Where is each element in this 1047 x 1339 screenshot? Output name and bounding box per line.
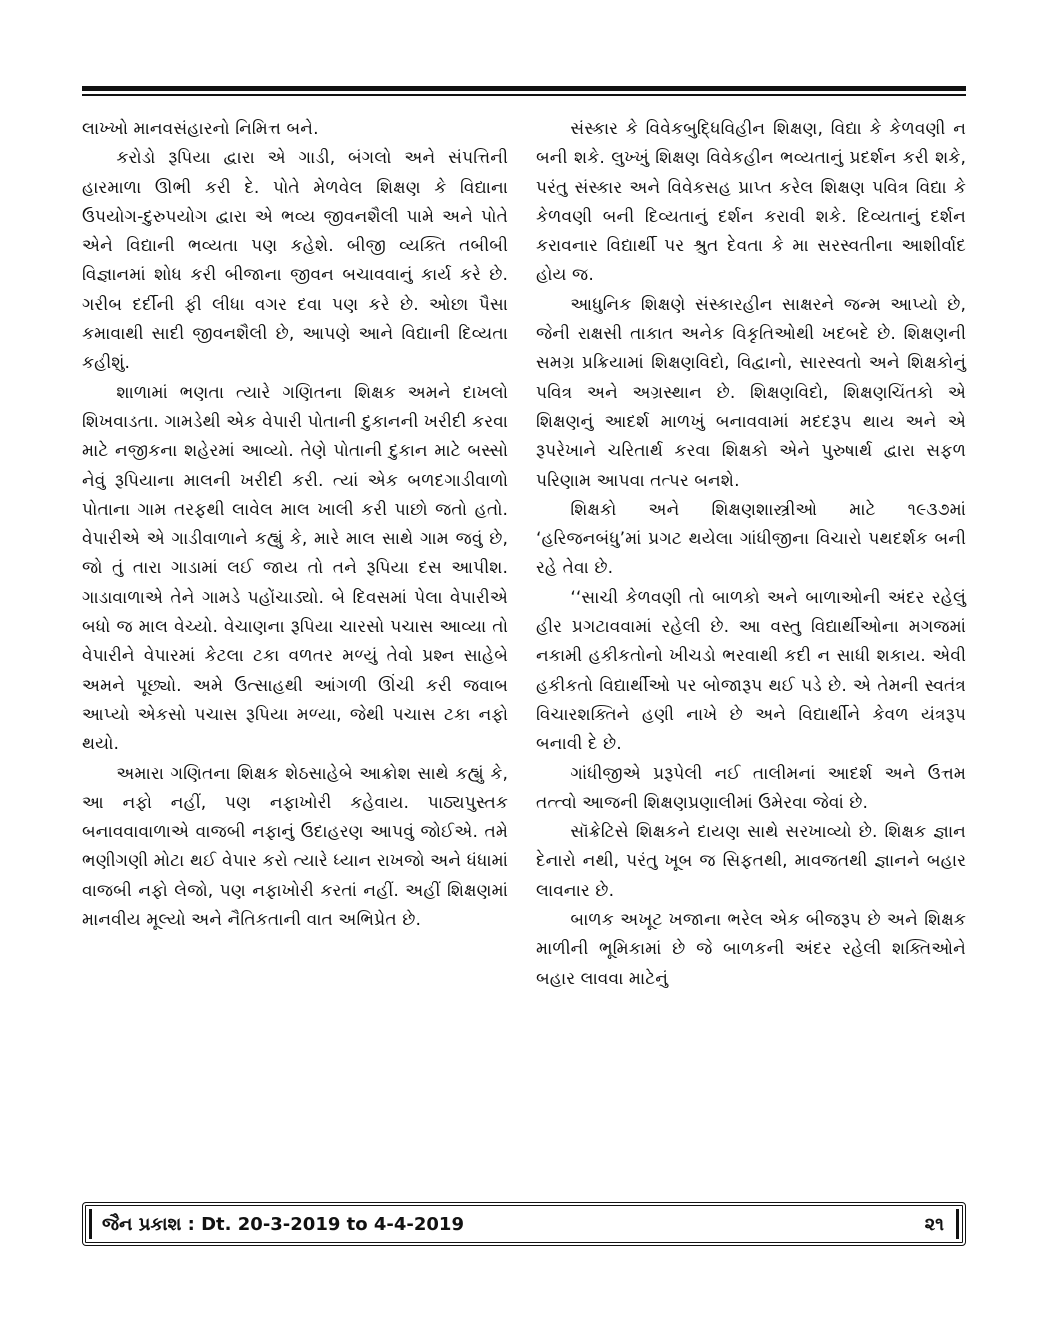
paragraph: બાળક અખૂટ ખજાના ભરેલ એક બીજરૂપ છે અને શિક્ષક માળીની ભૂમિકામાં છે જે બાળકની અંદર રહેલી શક્તિઓને બહાર લાવવા માટેનું: [536, 910, 966, 989]
footer-right-bar: [956, 1209, 959, 1239]
paragraph: શાળામાં ભણતા ત્યારે ગણિતના શિક્ષક અમને દાખલો શિખવાડતા. ગામડેથી એક વેપારી પોતાની દુકાનની ખરીદી કરવા માટે નજીકના શહેરમાં આવ્યો. તેણે પોતાની દુકાન માટે બસ્સો નેવું રૂપિયાના માલની ખરીદી કરી. ત્યાં એક બળદગાડીવાળો પોતાના ગામ તરફથી લાવેલ માલ ખાલી કરી પાછો જતો હતો. વેપારીએ એ ગાડીવાળાને કહ્યું કે, મારે માલ સાથે ગામ જવું છે, જો તું તારા ગાડામાં લઈ જાય તો તને રૂપિયા દસ આપીશ. ગાડાવાળાએ તેને ગામડે પહોંચાડ્યો. બે દિવસમાં પેલા વેપારીએ બધો જ માલ વેચ્યો. વેચાણના રૂપિયા ચારસો પચાસ આવ્યા તો વેપારીને વેપારમાં કેટલા ટકા વળતર મળ્યું તેવો પ્રશ્ન સાહેબે અમને પૂછ્યો. અમે ઉત્સાહથી આંગળી ઊંચી કરી જવાબ આપ્યો એકસો પચાસ રૂપિયા મળ્યા, જેથી પચાસ ટકા નફો થયો.: [82, 382, 508, 755]
right-column: [536, 115, 966, 994]
paragraph: સંસ્કાર કે વિવેકબુદ્ધિવિહીન શિક્ષણ, વિદ્યા કે કેળવણી ન બની શકે. લુખ્ખું શિક્ષણ વિવેકહીન ભવ્યતાનું પ્રદર્શન કરી શકે, પરંતુ સંસ્કાર અને વિવેકસહ પ્રાપ્ત કરેલ શિક્ષણ પવિત્ર વિદ્યા કે કેળવણી બની દિવ્યતાનું દર્શન કરાવી શકે. દિવ્યતાનું દર્શન કરાવનાર વિદ્યાર્થી પર શ્રુત દેવતા કે મા સરસ્વતીના આશીર્વાદ હોય જ.: [536, 119, 966, 286]
paragraph: સૉક્રેટિસે શિક્ષકને દાયણ સાથે સરખાવ્યો છે. શિક્ષક જ્ઞાન દેનારો નથી, પરંતુ ખૂબ જ સિફતથી, માવજતથી જ્ઞાનને બહાર લાવનાર છે.: [536, 822, 966, 901]
footer-left-bar: [89, 1209, 92, 1239]
publication-title: જૈન પ્રકાશ : Dt. 20-3-2019 to 4-4-2019: [102, 1213, 464, 1235]
paragraph: આધુનિક શિક્ષણે સંસ્કારહીન સાક્ષરને જન્મ આપ્યો છે, જેની રાક્ષસી તાકાત અનેક વિકૃતિઓથી ખદબદે છે. શિક્ષણની સમગ્ર પ્રક્રિયામાં શિક્ષણવિદો, વિદ્વાનો, સારસ્વતો અને શિક્ષકોનું પવિત્ર અને અગ્રસ્થાન છે. શિક્ષણવિદો, શિક્ષણચિંતકો એ શિક્ષણનું આદર્શ માળખું બનાવવામાં મદદરૂપ થાય અને એ રૂપરેખાને ચરિતાર્થ કરવા શિક્ષકો એને પુરુષાર્થ દ્વારા સફળ પરિણામ આપવા તત્પર બનશે.: [536, 294, 966, 491]
left-column: [82, 115, 508, 935]
paragraph: ગાંધીજીએ પ્રરૂપેલી નઈ તાલીમનાં આદર્શ અને ઉત્તમ તત્ત્વો આજની શિક્ષણપ્રણાલીમાં ઉમેરવા જેવાં છે.: [536, 763, 966, 813]
paragraph: શિક્ષકો અને શિક્ષણશાસ્ત્રીઓ માટે ૧૯૩૭માં ‘હરિજનબંધુ’માં પ્રગટ થયેલા ગાંધીજીના વિચારો પથદર્શક બની રહે તેવા છે.: [536, 499, 966, 579]
paragraph: ‘‘સાચી કેળવણી તો બાળકો અને બાળાઓની અંદર રહેલું હીર પ્રગટાવવામાં રહેલી છે. આ વસ્તુ વિદ્યાર્થીઓના મગજમાં નકામી હકીકતોનો ખીચડો ભરવાથી કદી ન સાધી શકાય. એવી હકીકતો વિદ્યાર્થીઓ પર બોજારૂપ થઈ પડે છે. એ તેમની સ્વતંત્ર વિચારશક્તિને હણી નાખે છે અને વિદ્યાર્થીને કેવળ યંત્રરૂપ બનાવી દે છે.: [536, 587, 966, 755]
paragraph: અમારા ગણિતના શિક્ષક શેઠસાહેબે આક્રોશ સાથે કહ્યું કે, આ નફો નહીં, પણ નફાખોરી કહેવાય. પાઠ્યપુસ્તક બનાવવાવાળાએ વાજબી નફાનું ઉદાહરણ આપવું જોઈએ. તમે ભણીગણી મોટા થઈ વેપાર કરો ત્યારે ધ્યાન રાખજો અને ધંધામાં વાજબી નફો લેજો, પણ નફાખોરી કરતાં નહીં. અહીં શિક્ષણમાં માનવીય મૂલ્યો અને નૈતિકતાની વાત અભિપ્રેત છે.: [82, 763, 508, 931]
top-rule: [82, 86, 966, 96]
footer-bar: [82, 1202, 966, 1246]
paragraph: કરોડો રૂપિયા દ્વારા એ ગાડી, બંગલો અને સંપત્તિની હારમાળા ઊભી કરી દે. પોતે મેળવેલ શિક્ષણ કે વિદ્યાના ઉપયોગ-દુરુપયોગ દ્વારા એ ભવ્ય જીવનશૈલી પામે અને પોતે એને વિદ્યાની ભવ્યતા પણ કહેશે. બીજી વ્યક્તિ તબીબી વિજ્ઞાનમાં શોધ કરી બીજાના જીવન બચાવવાનું કાર્ય કરે છે. ગરીબ દર્દીની ફી લીધા વગર દવા પણ કરે છે. ઓછા પૈસા કમાવાથી સાદી જીવનશૈલી છે, આપણે આને વિદ્યાની દિવ્યતા કહીશું.: [82, 148, 508, 374]
page-number: ૨૧: [924, 1213, 944, 1235]
paragraph: લાખ્ખો માનવસંહારનો નિમિત્ત બને.: [82, 119, 319, 139]
